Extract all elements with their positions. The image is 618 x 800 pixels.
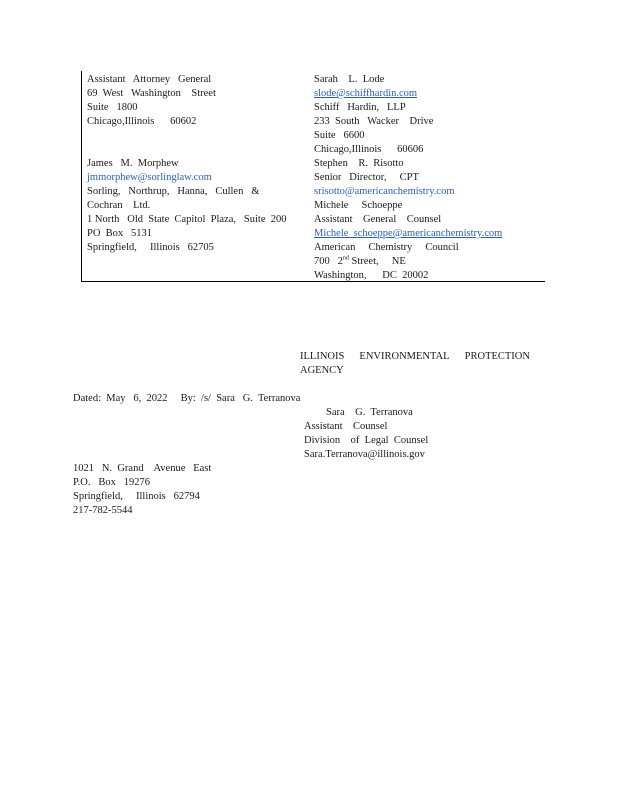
text-line: Chicago,Illinois 60602	[87, 116, 197, 127]
text-line: 69 West Washington Street	[87, 88, 216, 99]
text-line: Washington, DC 20002	[314, 270, 429, 281]
email-link-schoeppe[interactable]: Michele_schoeppe@americanchemistry.com	[314, 228, 503, 239]
agency-name	[300, 350, 530, 378]
text-line: Assistant General Counsel	[314, 214, 442, 225]
street-name: Street, NE	[348, 256, 406, 267]
email-link-lode[interactable]: slode@schiffhardin.com	[314, 88, 418, 99]
street-address-line	[314, 255, 542, 269]
text-line: James M. Morphew	[87, 158, 179, 169]
email-link-lode-wrap	[314, 87, 542, 101]
service-list-left-column	[87, 73, 297, 255]
text-line: Chicago,Illinois 60606	[314, 144, 424, 155]
text-line: Sorling, Northrup, Hanna, Cullen &	[87, 186, 260, 197]
signer-name: Sara G. Terranova	[326, 407, 413, 418]
text-line: PO Box 5131	[87, 228, 153, 239]
text-line: 1021 N. Grand Avenue East	[73, 463, 212, 474]
email-link-morphew[interactable]: jmmorphew@sorlinglaw.com	[87, 172, 212, 183]
text-line: Michele Schoeppe	[314, 200, 403, 211]
signature-block	[304, 406, 428, 462]
agency-word: ENVIRONMENTAL	[359, 351, 450, 362]
text-line: Springfield, Illinois 62794	[73, 491, 200, 502]
text-line: Suite 6600	[314, 130, 365, 141]
service-list-table	[81, 71, 545, 282]
ordinal-suffix: nd	[342, 255, 349, 262]
text-line: Stephen R. Risotto	[314, 158, 404, 169]
signer-title: Assistant Counsel	[304, 421, 388, 432]
dated-signature-line: Dated: May 6, 2022 By: /s/ Sara G. Terranova	[73, 393, 301, 404]
text-line: Senior Director, CPT	[314, 172, 419, 183]
text-line: 233 South Wacker Drive	[314, 116, 434, 127]
text-line: Assistant Attorney General	[87, 74, 212, 85]
text-line: 1 North Old State Capitol Plaza, Suite 200	[87, 214, 287, 225]
text-line: P.O. Box 19276	[73, 477, 151, 488]
phone-number: 217-782-5544	[73, 505, 133, 516]
text-line: Springfield, Illinois 62705	[87, 242, 214, 253]
agency-word: PROTECTION	[464, 351, 530, 362]
email-link-risotto[interactable]: srisotto@americanchemistry.com	[314, 186, 455, 197]
text-line: Cochran Ltd.	[87, 200, 151, 211]
signer-division: Division of Legal Counsel	[304, 435, 429, 446]
signer-email: Sara.Terranova@illinois.gov	[304, 449, 425, 460]
email-link-schoeppe-wrap	[314, 227, 542, 241]
spacer	[87, 129, 297, 157]
agency-name-line-1	[300, 350, 530, 364]
text-line: American Chemistry Council	[314, 242, 459, 253]
agency-name-line-2: AGENCY	[300, 365, 344, 376]
text-line: Schiff Hardin, LLP	[314, 102, 406, 113]
agency-address-block	[73, 462, 211, 518]
text-line: Suite 1800	[87, 102, 138, 113]
street-number: 700 2	[314, 256, 343, 267]
service-list-right-column	[314, 73, 542, 283]
text-line: Sarah L. Lode	[314, 74, 385, 85]
agency-word: ILLINOIS	[300, 351, 345, 362]
